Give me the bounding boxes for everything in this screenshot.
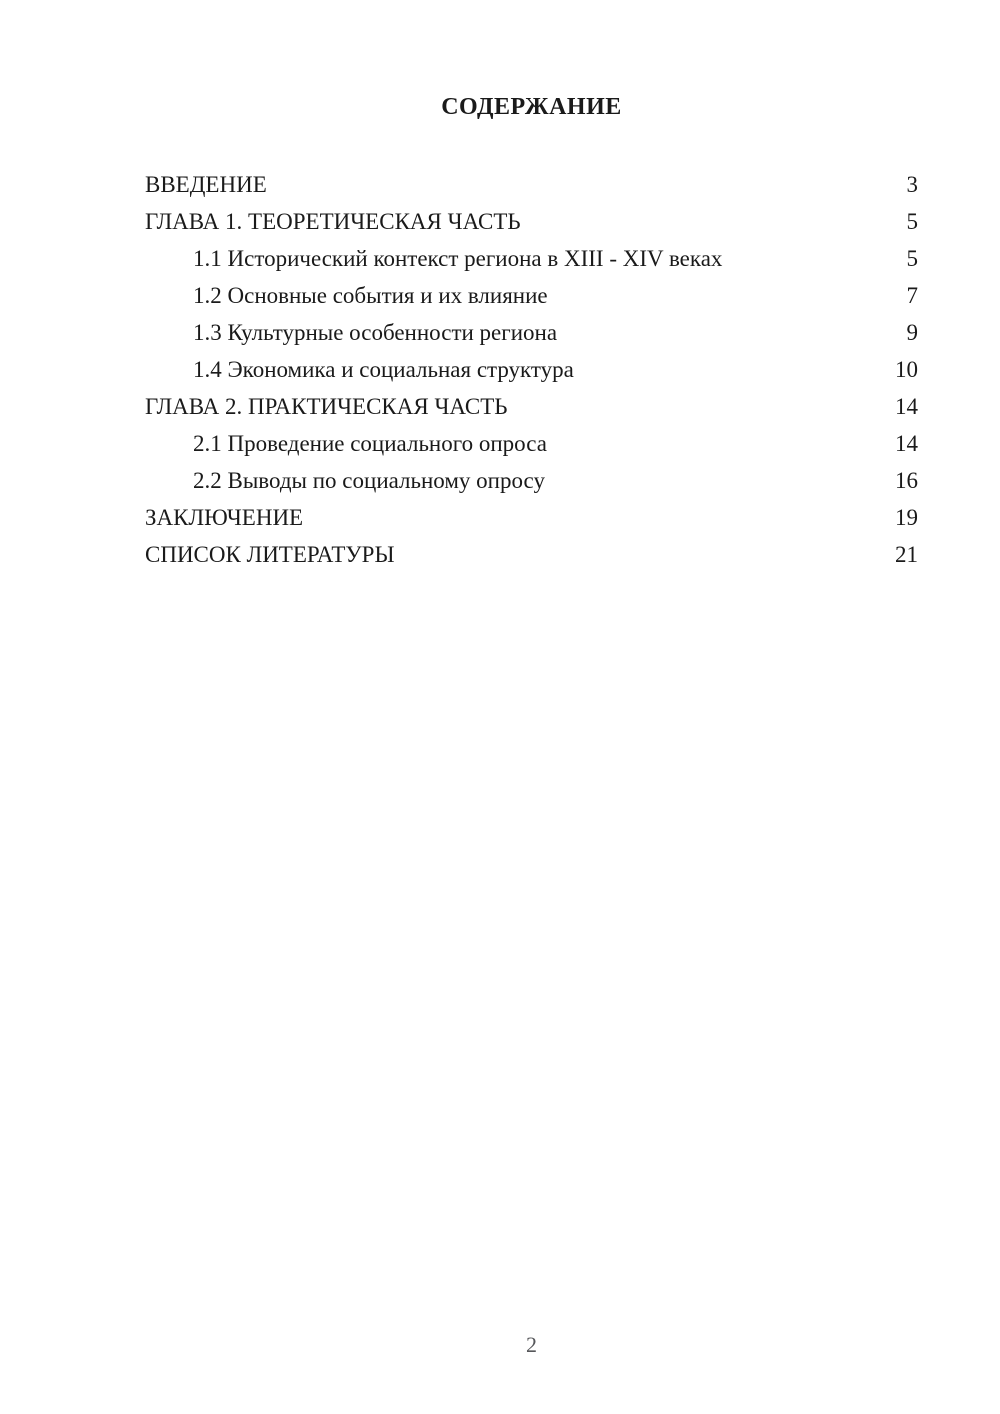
- toc-entry-label: 2.1 Проведение социального опроса: [193, 431, 547, 456]
- toc-entry-page-number: 3: [906, 172, 918, 197]
- toc-entry-label: 1.1 Исторический контекст региона в XIII - XIV веках: [193, 246, 723, 271]
- toc-entry-label: 1.2 Основные события и их влияние: [193, 283, 548, 308]
- toc-entry-page-number: 5: [906, 209, 918, 234]
- toc-entry: [145, 351, 918, 388]
- toc-entry-page-number: 7: [906, 283, 918, 308]
- toc-entry-page-number: 19: [895, 505, 918, 530]
- toc-entry: [145, 277, 918, 314]
- toc-entry-label: ЗАКЛЮЧЕНИЕ: [145, 505, 304, 530]
- toc-entry-page-number: 10: [895, 357, 918, 382]
- toc-entry: [145, 388, 918, 425]
- page-title: СОДЕРЖАНИЕ: [441, 94, 622, 120]
- toc-entry-label: 1.4 Экономика и социальная структура: [193, 357, 574, 382]
- toc-entry-label: 1.3 Культурные особенности региона: [193, 320, 558, 345]
- toc-entry: [145, 425, 918, 462]
- toc-entry-page-number: 9: [906, 320, 918, 345]
- toc-entry: [145, 314, 918, 351]
- toc-entry-label: 2.2 Выводы по социальному опросу: [193, 468, 545, 493]
- footer-page-number: 2: [526, 1332, 537, 1357]
- toc-entry: [145, 536, 918, 573]
- table-of-contents: [145, 166, 918, 573]
- toc-entry-page-number: 21: [895, 542, 918, 567]
- toc-entry: [145, 499, 918, 536]
- toc-entry-label: ГЛАВА 2. ПРАКТИЧЕСКАЯ ЧАСТЬ: [145, 394, 508, 419]
- toc-entry: [145, 166, 918, 203]
- toc-entry-page-number: 14: [895, 431, 918, 456]
- toc-entry-label: СПИСОК ЛИТЕРАТУРЫ: [145, 542, 395, 567]
- toc-entry-label: ВВЕДЕНИЕ: [145, 172, 267, 197]
- toc-entry: [145, 462, 918, 499]
- toc-entry-page-number: 16: [895, 468, 918, 493]
- toc-entry: [145, 203, 918, 240]
- toc-entry-page-number: 14: [895, 394, 918, 419]
- toc-entry-page-number: 5: [906, 246, 918, 271]
- toc-entry: [145, 240, 918, 277]
- toc-entry-label: ГЛАВА 1. ТЕОРЕТИЧЕСКАЯ ЧАСТЬ: [145, 209, 521, 234]
